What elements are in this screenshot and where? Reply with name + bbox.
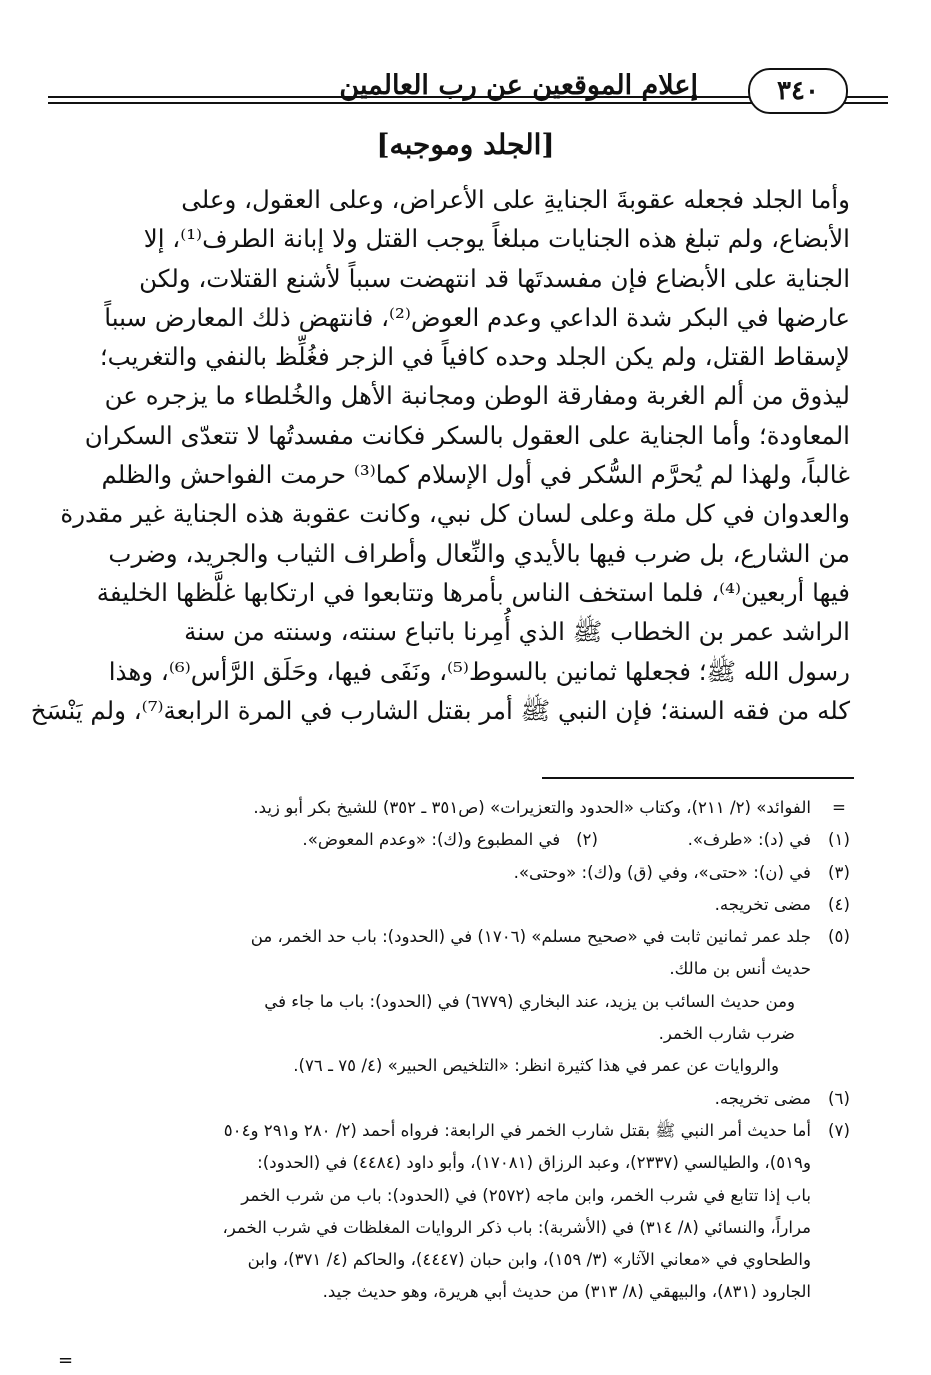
continuation-marker: = bbox=[58, 1350, 74, 1371]
footnote-line: مضى تخريجه. bbox=[714, 1088, 811, 1108]
footnote bbox=[62, 792, 857, 824]
footnote bbox=[62, 1083, 857, 1115]
text-line: الجناية على الأبضاع فإن مفسدتَها قد انتهضت سبباً لأشنع القتلات، ولكن bbox=[139, 263, 850, 293]
footnote-line: الفوائد» (٢/ ٢١١)، وكتاب «الحدود والتعزيرات» (ص٣٥١ ـ ٣٥٢) للشيخ بكر أبو زيد. bbox=[253, 798, 811, 817]
main-text bbox=[30, 180, 850, 730]
footnote-continuation bbox=[62, 986, 857, 1083]
footnote-line: في (ن): «حتى»، وفي (ق) و(ك): «وحتى». bbox=[513, 862, 811, 882]
text-line: وأما الجلد فجعله عقوبةَ الجنايةِ على الأعراض، وعلى العقول، وعلى bbox=[181, 185, 850, 214]
text-line: عارضها في البكر شدة الداعي وعدم العوض⁽²⁾، فانتهض ذلك المعارض سبباً bbox=[104, 302, 850, 332]
text-line: رسول الله ﷺ؛ فجعلها ثمانين بالسوط⁽⁵⁾، ونَفَى فيها، وحَلَق الرَّأس⁽⁶⁾، وهذا bbox=[108, 656, 850, 686]
footnote-number: (٧) bbox=[828, 1120, 850, 1140]
footnote-line: حديث أنس بن مالك. bbox=[669, 959, 811, 979]
footnote-line: في (د): «طرف». (٢) في المطبوع و(ك): «وعدم المعوض». bbox=[302, 830, 811, 850]
footnote-line: الجارود (٨٣١)، والبيهقي (٨/ ٣١٣) من حديث أبي هريرة، وهو حديث جيد. bbox=[322, 1282, 811, 1302]
footnote-number: (٦) bbox=[828, 1088, 850, 1108]
text-line: من الشارع، بل ضرب فيها بالأيدي والنِّعال وأطراف الثياب والجريد، وضرب bbox=[108, 538, 850, 568]
footnote bbox=[62, 824, 857, 856]
text-line: والعدوان في كل ملة وعلى لسان كل نبي، وكانت عقوبة هذه الجناية غير مقدرة bbox=[60, 499, 850, 529]
book-title: إعلام الموقعين عن رب العالمين bbox=[339, 70, 698, 101]
footnotes bbox=[62, 792, 857, 1309]
section-heading: [الجلد وموجبه] bbox=[376, 128, 555, 161]
footnote-line: ومن حديث السائب بن يزيد، عند البخاري (٦٧٧٩) في (الحدود): باب ما جاء في bbox=[264, 991, 795, 1011]
footnote-number: (٤) bbox=[828, 894, 850, 914]
text-line: غالباً، ولهذا لم يُحرَّم السُّكر في أول الإسلام كما⁽³⁾ حرمت الفواحش والظلم bbox=[101, 460, 850, 490]
text-line: ليذوق من ألم الغربة ومفارقة الوطن ومجانبة الأهل والخُلطاء ما يزجره عن bbox=[104, 381, 850, 411]
running-header bbox=[48, 62, 888, 112]
footnote-line: ضرب شارب الخمر. bbox=[658, 1024, 795, 1044]
page-number: ٣٤٠ bbox=[748, 68, 848, 114]
text-line: فيها أربعين⁽⁴⁾، فلما استخف الناس بأمرها وتتابعوا في ارتكابها غلَّظها الخليفة bbox=[96, 577, 850, 607]
footnote-line: والروايات عن عمر في هذا كثيرة انظر: «التلخيص الحبير» (٤/ ٧٥ ـ ٧٦). bbox=[293, 1056, 779, 1076]
footnote-number: (١) bbox=[828, 830, 850, 850]
footnote-number: (٥) bbox=[828, 927, 850, 947]
footnote-number: (٣) bbox=[828, 862, 850, 882]
footnote-line: مضى تخريجه. bbox=[714, 894, 811, 914]
footnote-line: والطحاوي في «معاني الآثار» (٣/ ١٥٩)، وابن حبان (٤٤٤٧)، والحاكم (٤/ ٣٧١)، وابن bbox=[247, 1250, 811, 1270]
footnote-line: مراراً، والنسائي (٨/ ٣١٤) في (الأشربة): باب ذكر الروايات المغلظات في شرب الخمر، bbox=[222, 1217, 811, 1237]
footnote-line: و٥١٩)، والطيالسي (٢٣٣٧)، وعبد الرزاق (١٧٠٨١)، وأبو داود (٤٤٨٤) في (الحدود): bbox=[257, 1153, 811, 1173]
text-line: لإسقاط القتل، ولم يكن الجلد وحده كافياً في الزجر فغُلِّظ بالنفي والتغريب؛ bbox=[99, 342, 850, 372]
footnote-line: أما حديث أمر النبي ﷺ بقتل شارب الخمر في الرابعة: فرواه أحمد (٢/ ٢٨٠ و٢٩١ و٥٠٤ bbox=[223, 1120, 811, 1140]
footnote bbox=[62, 1115, 857, 1309]
text-line: الراشد عمر بن الخطاب ﷺ الذي أُمِرنا باتباع سنته، وسنته من سنة bbox=[184, 617, 850, 647]
footnote-line: باب إذا تتابع في شرب الخمر، وابن ماجه (٢٥٧٢) في (الحدود): باب من شرب الخمر bbox=[241, 1185, 811, 1205]
text-line: كله من فقه السنة؛ فإن النبي ﷺ أمر بقتل الشارب في المرة الرابعة⁽⁷⁾، ولم يَنْسَخ bbox=[30, 695, 850, 725]
footnote-number: = bbox=[832, 798, 846, 817]
text-line: الأبضاع، ولم تبلغ هذه الجنايات مبلغاً يوجب القتل ولا إبانة الطرف⁽¹⁾، إلا bbox=[143, 224, 850, 254]
footnote bbox=[62, 889, 857, 921]
footnote-separator bbox=[542, 777, 854, 779]
footnote bbox=[62, 921, 857, 986]
footnote bbox=[62, 857, 857, 889]
text-line: المعاودة؛ وأما الجناية على العقول بالسكر فكانت مفسدتُها لا تتعدّى السكران bbox=[84, 420, 850, 450]
footnote-line: جلد عمر ثمانين ثابت في «صحيح مسلم» (١٧٠٦) في (الحدود): باب حد الخمر، من bbox=[250, 927, 811, 947]
